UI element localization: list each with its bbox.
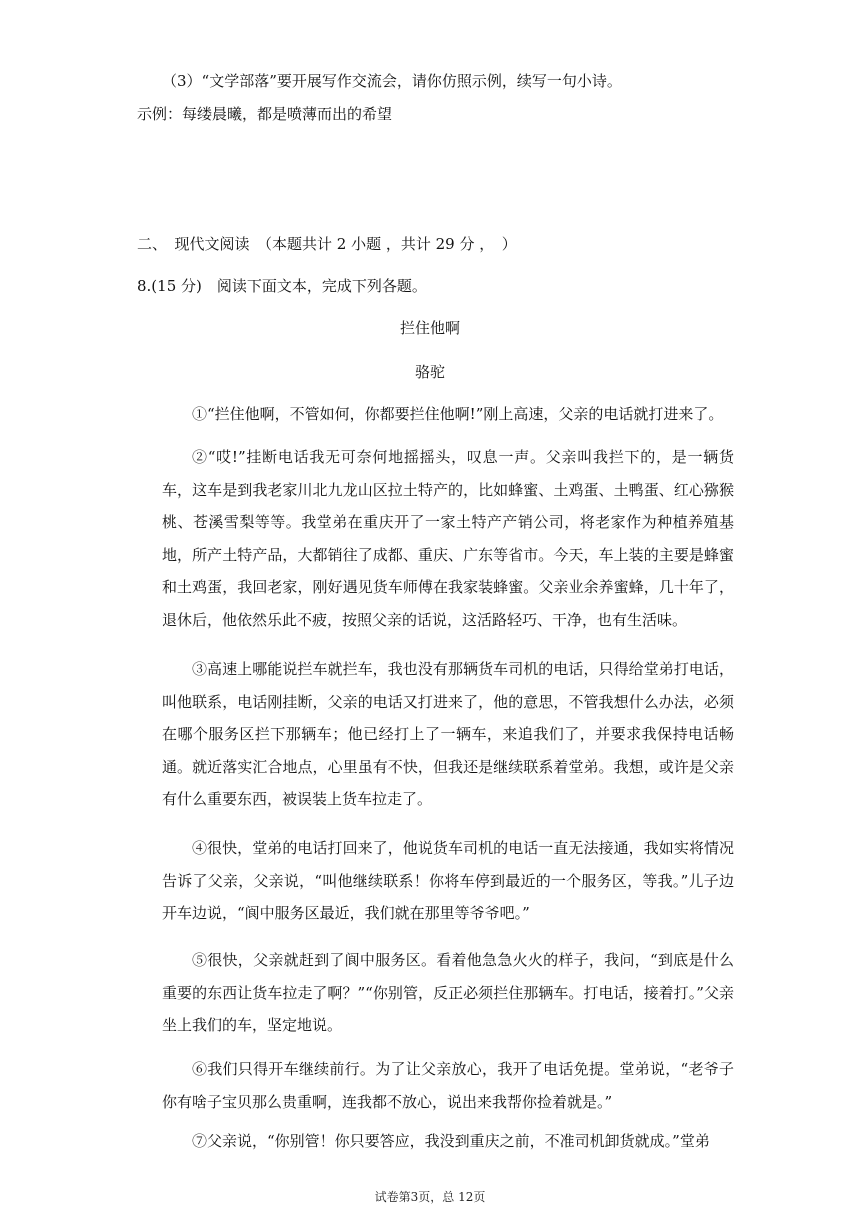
question-8-prompt: 8.(15 分) 阅读下面文本，完成下列各题。 bbox=[137, 277, 427, 295]
article-paragraph-6: ⑥我们只得开车继续前行。为了让父亲放心，我开了电话免提。堂弟说，“老爷子你有啥子宝贝那么贵重啊，连我都不放心，说出来我帮你捡着就是。” bbox=[162, 1060, 734, 1111]
article-paragraph-2: ②“哎!”挂断电话我无可奈何地摇摇头，叹息一声。父亲叫我拦下的，是一辆货车，这车是到我老家川北九龙山区拉土特产的，比如蜂蜜、土鸡蛋、土鸭蛋、红心猕猴桃、苍溪雪梨等等。我堂弟在重庆开了一家土特产产销公司，将老家作为种植养殖基地，所产土特产品，大都销往了成都、重庆、广东等省市。今天，车上装的主要是蜂蜜和土鸡蛋，我回老家，刚好遇见货车师傅在我家装蜂蜜。父亲业余养蜜蜂，几十年了，退休后，他依然乐此不疲，按照父亲的话说，这活路轻巧、干净，也有生活味。 bbox=[162, 448, 734, 629]
article-paragraph-3: ③高速上哪能说拦车就拦车，我也没有那辆货车司机的电话，只得给堂弟打电话，叫他联系，电话刚挂断，父亲的电话又打进来了，他的意思，不管我想什么办法，必须在哪个服务区拦下那辆车；他已经打上了一辆车，来追我们了，并要求我保持电话畅通。就近落实汇合地点，心里虽有不快，但我还是继续联系着堂弟。我想，或许是父亲有什么重要东西，被误装上货车拉走了。 bbox=[162, 660, 734, 808]
section-2-heading: 二、 现代文阅读 （本题共计 2 小题 ，共计 29 分 ， ） bbox=[137, 235, 517, 253]
question-3-prompt: （3）“文学部落”要开展写作交流会，请你仿照示例，续写一句小诗。 bbox=[162, 72, 622, 90]
question-3-example: 示例：每缕晨曦，都是喷薄而出的希望 bbox=[137, 105, 393, 123]
article-title: 拦住他啊 bbox=[399, 319, 460, 337]
page-footer: 试卷第3页，总 12页 bbox=[374, 1190, 486, 1204]
article-paragraph-7: ⑦父亲说，“你别管！你只要答应，我没到重庆之前，不准司机卸货就成。”堂弟 bbox=[192, 1132, 710, 1150]
article-paragraph-5: ⑤很快，父亲就赶到了阆中服务区。看着他急急火火的样子，我问，“到底是什么重要的东西让货车拉走了啊？”“你别管，反正必须拦住那辆车。打电话，接着打。”父亲坐上我们的车，坚定地说。 bbox=[162, 951, 734, 1034]
article-paragraph-1: ①“拦住他啊，不管如何，你都要拦住他啊!”刚上高速，父亲的电话就打进来了。 bbox=[192, 405, 724, 423]
article-paragraph-4: ④很快，堂弟的电话打回来了，他说货车司机的电话一直无法接通，我如实将情况告诉了父亲，父亲说，“叫他继续联系！你将车停到最近的一个服务区，等我。”儿子边开车边说，“阆中服务区最近，我们就在那里等爷爷吧。” bbox=[162, 839, 734, 922]
article-author: 骆驼 bbox=[414, 363, 445, 381]
